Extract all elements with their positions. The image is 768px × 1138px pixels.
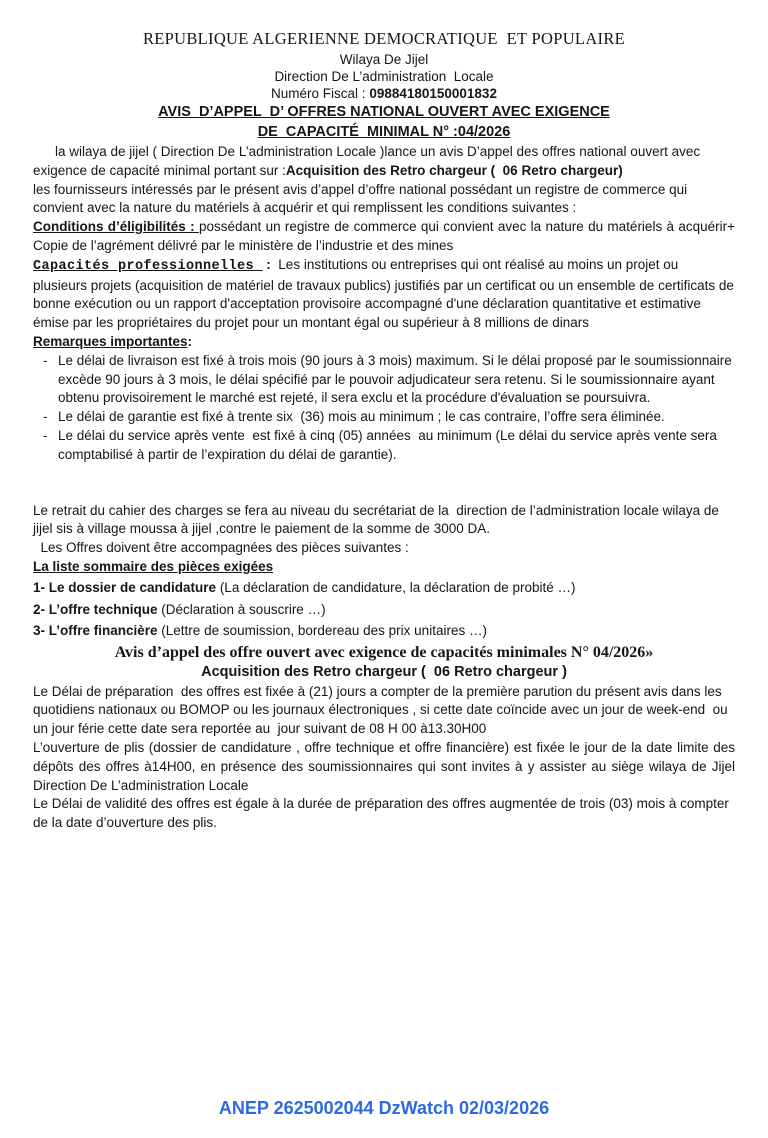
remarks-heading	[33, 333, 735, 352]
capacities-separator: :	[262, 256, 279, 272]
notice-title-line2: DE CAPACITÉ MINIMAL N° :04/2026	[257, 123, 511, 140]
offers-intro-text: Les Offres doivent être accompagnées des pièces suivantes :	[33, 540, 409, 556]
republic-title: REPUBLIQUE ALGERIENNE DEMOCRATIQUE ET POPULAIRE	[142, 29, 626, 48]
validite-text: Le Délai de validité des offres est égale à la durée de préparation des offres augmentée de trois (03) mois à compter de la date d’ouverture des plis.	[33, 796, 733, 831]
bullet-dash: -	[43, 409, 48, 425]
retrait-paragraph	[33, 502, 735, 540]
piece-detail: (Lettre de soumission, bordereau des prix unitaires …)	[161, 623, 487, 639]
piece-detail: (La déclaration de candidature, la déclaration de probité …)	[219, 579, 576, 595]
capacities-heading: Capacités professionnelles	[33, 258, 263, 274]
piece-offre-technique	[33, 599, 735, 621]
piece-detail: (Déclaration à souscrire …)	[161, 601, 326, 617]
center-title-serif	[33, 643, 735, 663]
capacities-text: Les institutions ou entreprises qui ont réalisé au moins un projet ou plusieurs projets (acquisition de matériel de travaux publics) justifiés par un certificat ou un ensemble de certificats de bonne exécution ou un rapport d'acceptation provisoire accompagné d'une déclaration quantitative et estimative émise par les propriétaires du projet pour un montant égal ou supérieur à 8 millions de dinars	[33, 256, 738, 331]
ouverture-text: L’ouverture de plis (dossier de candidature , offre technique et offre financière) est fixée le jour de la date limite des dépôts des offres à14H00, en présence des soumissionnaires qui sont invites à y assister au siège wilaya de Jijel Direction De L’administration Locale	[33, 740, 739, 793]
eligibility-text: possédant un registre de commerce qui convient avec la nature du matériels à acquérir+ Copie de l’agrément délivré par le ministère de l’industrie et des mines	[33, 219, 743, 253]
intro-paragraph	[33, 143, 735, 181]
document-body	[33, 28, 743, 833]
bullet-dash: -	[43, 352, 48, 368]
remarks-heading-colon: :	[187, 333, 193, 349]
piece-label: 1- Le dossier de candidature	[33, 579, 220, 595]
center-title-sans-text: Acquisition des Retro chargeur ( 06 Retro chargeur )	[201, 664, 567, 681]
fiscal-line	[33, 85, 735, 102]
suppliers-paragraph	[33, 181, 735, 219]
bullet-text: Le délai de livraison est fixé à trois mois (90 jours à 3 mois) maximum. Si le délai proposé par le soumissionnaire excède 90 jours à 3 mois, le délai spécifié par le pouvoir adjudicateur sera retenu. Si le soumissionnaire ayant obtenu provisoirement le marché est rejeté, il sera exclu et la procédure d'évaluation se poursuivra.	[58, 352, 736, 406]
ouverture-paragraph	[33, 739, 739, 795]
bullet-dash: -	[43, 427, 48, 443]
piece-offre-financiere	[33, 620, 735, 642]
notice-title-line1: AVIS D’APPEL D’ OFFRES NATIONAL OUVERT AVEC EXIGENCE	[158, 104, 610, 120]
validite-paragraph	[33, 795, 735, 833]
bullet-text: Le délai de garantie est fixé à trente six (36) mois au minimum ; le cas contraire, l’offre sera éliminée.	[58, 409, 665, 425]
remarks-heading-text: Remarques importantes	[33, 333, 188, 349]
eligibility-paragraph	[33, 218, 743, 256]
list-heading	[33, 558, 735, 577]
acquisition-object-bold: Acquisition des Retro chargeur ( 06 Retro chargeur)	[285, 162, 623, 178]
list-heading-text: La liste sommaire des pièces exigées	[33, 558, 274, 574]
retrait-text: Le retrait du cahier des charges se fera au niveau du secrétariat de la direction de l’administration locale wilaya de jijel sis à village moussa à jijel ,contre le paiement de la somme de 3000 DA.	[33, 502, 723, 537]
direction-line: Direction De L’administration Locale	[274, 69, 494, 84]
fiscal-number: 09884180150001832	[369, 86, 497, 101]
bullet-text: Le délai du service après vente est fixé à cinq (05) années au minimum (Le délai du service après vente sera comptabilisé à partir de l’expiration du délai de garantie).	[58, 427, 721, 462]
wilaya-line: Wilaya De Jijel	[339, 52, 429, 67]
piece-label: 2- L’offre technique	[33, 601, 162, 617]
suppliers-text: les fournisseurs intéressés par le présent avis d’appel d’offre national possédant un registre de commerce qui convient avec la nature du matériels à acquérir et qui remplissent les conditions suivantes :	[33, 181, 691, 216]
bullet-delai-garantie	[33, 408, 735, 427]
piece-label: 3- L’offre financière	[33, 623, 162, 639]
eligibility-heading: Conditions d’éligibilités :	[33, 219, 199, 235]
bullet-service-apres-vente	[33, 427, 735, 465]
offers-intro	[33, 539, 735, 558]
bullet-delai-livraison	[33, 352, 735, 408]
blank-gap	[33, 465, 735, 502]
intro-text: la wilaya de jijel ( Direction De L’administration Locale )lance un avis D’appel des offres national ouvert avec exigence de capacité minimal portant sur :	[33, 144, 704, 178]
center-title-serif-text: Avis d’appel des offre ouvert avec exigence de capacités minimales N° 04/2026»	[114, 644, 654, 662]
center-title-sans	[33, 663, 735, 683]
piece-dossier-candidature	[33, 577, 735, 599]
anep-footer: ANEP 2625002044 DzWatch 02/03/2026	[218, 1098, 550, 1118]
preparation-paragraph	[33, 683, 735, 739]
capacities-paragraph	[33, 256, 738, 333]
preparation-text: Le Délai de préparation des offres est fixée à (21) jours a compter de la première parution du présent avis dans les quotidiens nationaux ou BOMOP ou les journaux électroniques , si cette date coïncide avec un jour de week-end ou un jour férie cette date sera reportée au jour suivant de 08 H 00 à13.30H00	[33, 683, 732, 737]
fiscal-label: Numéro Fiscal :	[271, 86, 370, 101]
